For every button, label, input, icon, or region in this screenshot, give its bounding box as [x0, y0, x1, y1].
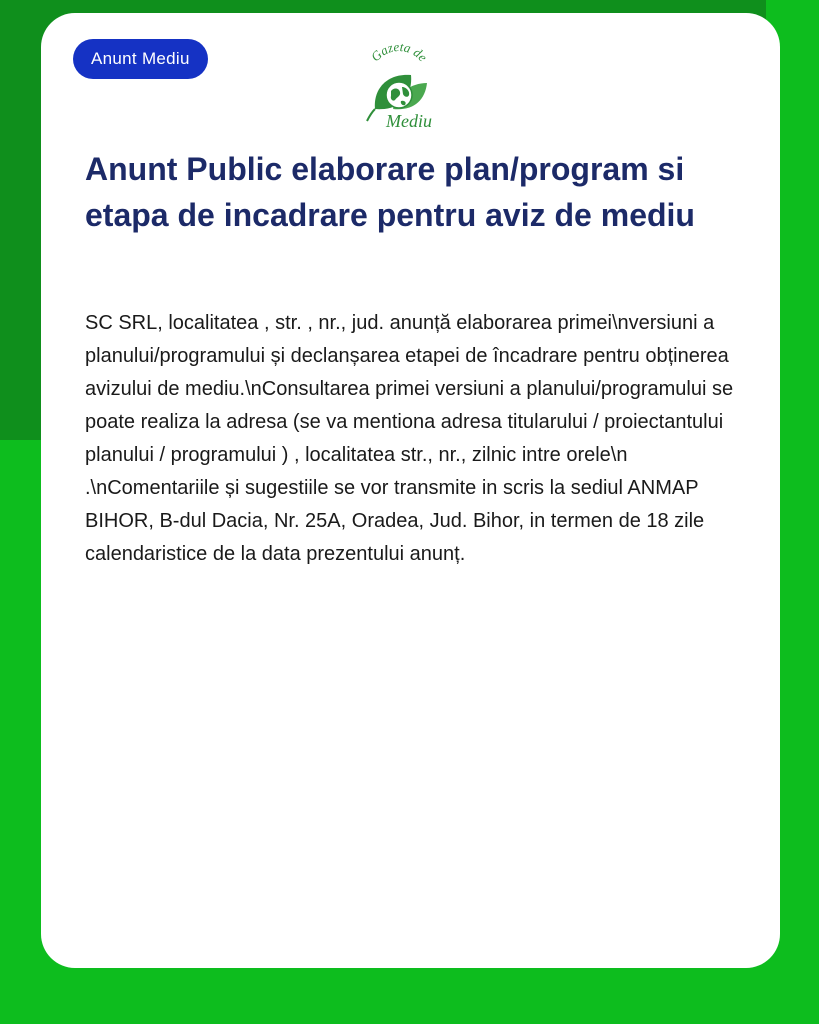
globe-leaf-logo-icon	[353, 39, 445, 131]
svg-text:Gazeta de	[368, 39, 431, 65]
logo-bottom-text: Mediu	[386, 111, 432, 131]
gazeta-de-mediu-logo	[353, 39, 445, 131]
announcement-card	[41, 13, 780, 968]
logo-top-text: Gazeta de	[367, 39, 431, 65]
announcement-title: Anunt Public elaborare plan/program si etapa de incadrare pentru aviz de mediu	[85, 151, 695, 233]
category-badge[interactable]: Anunt Mediu	[73, 39, 208, 79]
announcement-body: SC SRL, localitatea , str. , nr., jud. anunță elaborarea primei\nversiuni a planului/programului și declanșarea etapei de încadrare pentru obținerea avizului de mediu.\nConsultarea primei versiuni a planului/programului se poate realiza la adresa (se va mentiona adresa titularului / proiectantului planului / programului ) , localitatea str., nr., zilnic intre orele\n .\nComentariile și sugestiile se vor transmite in scris la sediul ANMAP BIHOR, B-dul Dacia, Nr. 25A, Oradea, Jud. Bihor, in termen de 18 zile calendaristice de la data prezentului anunț.	[85, 312, 734, 565]
